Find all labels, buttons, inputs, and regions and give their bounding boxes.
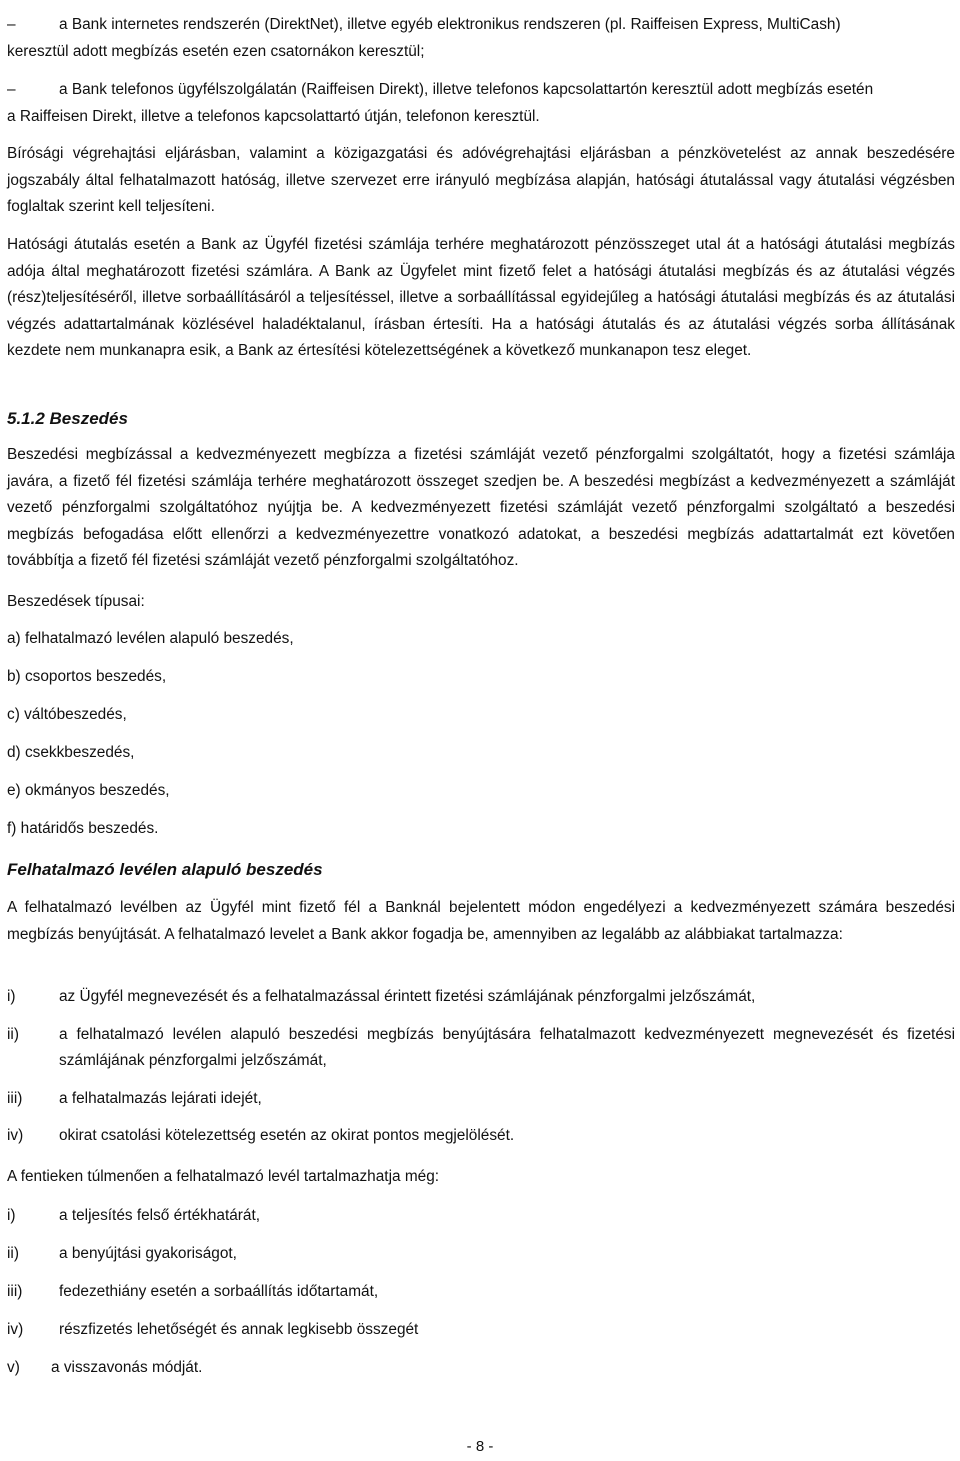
- bullet-text-cont: a Raiffeisen Direkt, illetve a telefonos kapcsolattartó útján, telefonon keresztül.: [7, 107, 540, 125]
- list-item: f) határidős beszedés.: [7, 820, 159, 837]
- item-label: i): [7, 1207, 16, 1224]
- dash-marker: –: [7, 81, 16, 98]
- bullet-text: a Bank internetes rendszerén (DirektNet), illetve egyéb elektronikus rendszeren (pl. Raiffeisen Express, MultiCash): [59, 16, 841, 33]
- item-text: a benyújtási gyakoriságot,: [59, 1245, 237, 1262]
- item-text: a teljesítés felső értékhatárát,: [59, 1207, 261, 1224]
- paragraph-felhatalmazo: A felhatalmazó levélben az Ügyfél mint fizető fél a Banknál bejelentett módon engedélyezi a kedvezményezett számára beszedési megbízás benyújtását. A felhatalmazó levelet a Bank akkor fogadja be, amennyiben az legalább az alábbiakat tartalmazza:: [7, 899, 955, 943]
- bullet-item: [7, 12, 955, 65]
- paragraph-hatosagi: Hatósági átutalás esetén a Bank az Ügyfél fizetési számlája terhére meghatározott pénzösszeget utal át a hatósági átutalási megbízás adója által meghatározott fizetési számlára. A Bank az Ügyfelet mint fizető felet a hatósági átutalási megbízás és az átutalási végzés (rész)teljesítéséről, illetve sorbaállításáról a teljesítéssel, illetve a sorbaállítással egyidejűleg a hatósági átutalási megbízás és az átutalási végzés adattartalmának közlésével haladéktalanul, írásban értesíti. Ha a hatósági átutalás és az átutalási végzés sorba állításának kezdete nem munkanapra esik, a Bank az értesítési kötelezettségének a következő munkanapon tesz eleget.: [7, 236, 955, 360]
- list-item: [7, 1086, 955, 1113]
- bullet-text: a Bank telefonos ügyfélszolgálatán (Raiffeisen Direkt), illetve telefonos kapcsolattartón keresztül adott megbízás esetén: [59, 81, 874, 98]
- list-item: a) felhatalmazó levélen alapuló beszedés,: [7, 630, 294, 647]
- item-label: iv): [7, 1127, 24, 1145]
- page-number: - 8 -: [466, 1438, 494, 1455]
- list-item: [7, 1022, 955, 1075]
- list-item: b) csoportos beszedés,: [7, 668, 167, 685]
- paragraph-beszedes: Beszedési megbízással a kedvezményezett megbízza a fizetési számláját vezető pénzforgalmi szolgáltatót, hogy a fizetési számlája javára, a fizető fél fizetési számlája terhére meghatározott összeget szedjen be. A beszedési megbízást a kedvezményezett a számláját vezető pénzforgalmi szolgáltatóhoz nyújtja be. A kedvezményezett fizetési számláját vezető pénzforgalmi szolgáltató a beszedési megbízás befogadása előtt ellenőrzi a kedvezményezettre vonatkozó adatokat, a beszedési megbízás adattartalmát ezt követően továbbítja a fizető fél fizetési számláját vezető pénzforgalmi szolgáltatóhoz.: [7, 446, 955, 570]
- item-label: iii): [7, 1283, 23, 1300]
- list-item: c) váltóbeszedés,: [7, 706, 127, 723]
- list-item: [7, 1123, 955, 1150]
- list-item: [7, 1241, 955, 1279]
- bullet-item: [7, 77, 955, 130]
- item-label: ii): [7, 1025, 19, 1043]
- paragraph-also: A fentieken túlmenően a felhatalmazó levél tartalmazhatja még:: [7, 1168, 440, 1185]
- item-text: a visszavonás módját.: [51, 1359, 203, 1376]
- list-item: [7, 984, 955, 1011]
- item-text: fedezethiány esetén a sorbaállítás időtartamát,: [59, 1283, 379, 1300]
- item-text: az Ügyfél megnevezését és a felhatalmazással érintett fizetési számlájának pénzforgalmi jelzőszámát,: [59, 988, 756, 1005]
- item-text: a felhatalmazás lejárati idejét,: [59, 1089, 262, 1107]
- paragraph-birosagi: Bírósági végrehajtási eljárásban, valamint a közigazgatási és adóvégrehajtási eljárásban a pénzkövetelést az annak beszedésére jogszabály által felhatalmazott hatóság, illetve szervezet erre irányuló megbízása alapján, hatósági átutalással vagy átutalási végzésben foglaltak szerint kell teljesíteni.: [7, 145, 955, 216]
- types-list: [7, 626, 294, 854]
- bullet-text-cont: keresztül adott megbízás esetén ezen csatornákon keresztül;: [7, 42, 425, 60]
- list-item: [7, 1355, 955, 1393]
- item-text: részfizetés lehetőségét és annak legkisebb összegét: [59, 1321, 419, 1338]
- types-label: Beszedések típusai:: [7, 593, 145, 610]
- required-list: [7, 984, 955, 1150]
- optional-list: [7, 1203, 955, 1393]
- list-item: [7, 1203, 955, 1241]
- list-item: [7, 1317, 955, 1355]
- list-item: e) okmányos beszedés,: [7, 782, 170, 799]
- subsection-heading: Felhatalmazó levélen alapuló beszedés: [7, 860, 323, 879]
- list-item: d) csekkbeszedés,: [7, 744, 135, 761]
- section-heading: 5.1.2 Beszedés: [7, 409, 128, 428]
- item-label: iii): [7, 1089, 23, 1107]
- item-label: v): [7, 1359, 20, 1376]
- dash-marker: –: [7, 16, 16, 33]
- item-text: okirat csatolási kötelezettség esetén az okirat pontos megjelölését.: [59, 1127, 515, 1145]
- item-label: i): [7, 988, 16, 1005]
- item-label: ii): [7, 1245, 19, 1262]
- item-text: a felhatalmazó levélen alapuló beszedési megbízás benyújtására felhatalmazott kedvezményezett megnevezését és fizetési számlájának pénzforgalmi jelzőszámát,: [59, 1025, 955, 1070]
- item-label: iv): [7, 1321, 24, 1338]
- list-item: [7, 1279, 955, 1317]
